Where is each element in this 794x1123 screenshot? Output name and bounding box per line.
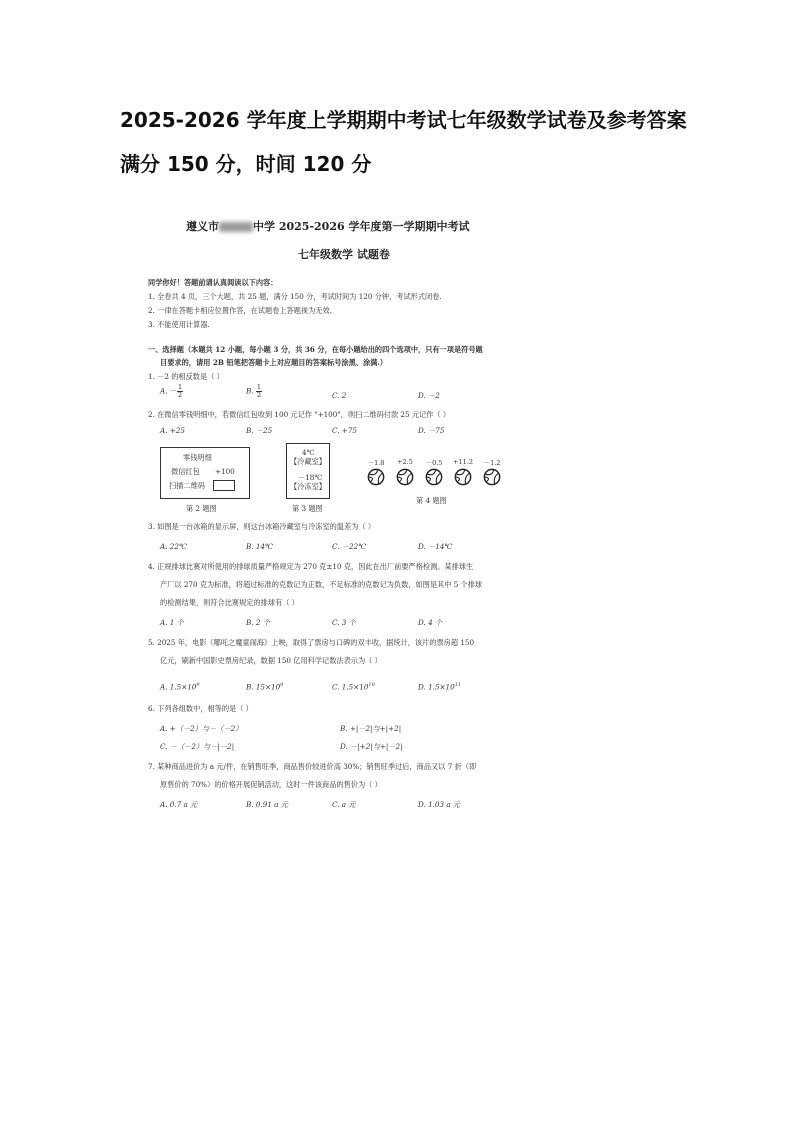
option-a: A. － $\frac{1}{2}$ (160, 383, 183, 399)
section-heading-cont: 目要求的，请用 2B 铅笔把答题卡上对应题目的答案标号涂黑、涂满.） (160, 358, 388, 367)
document-title: 2025-2026 学年度上学期期中考试七年级数学试卷及参考答案 满分 150 分，时间 120 分 (120, 108, 687, 176)
option-d: D. －75 (418, 426, 445, 435)
figure-3-caption: 第 3 题图 (292, 504, 323, 513)
scanned-exam-paper: 遵义市 中学 2025-2026 学年度第一学期期中考试 七年级数学 试题卷 同学你好！答题前请认真阅读以下内容： 1. 全卷共 4 页，三个大题，共 25 题，满分 150 分，考试时间为 120 分钟，考试形式闭卷. 2. 一律在答题卡相应位置作答，在试题卷上答题视为无效. 3. 不能使用计算器. 一、选择题（本题共 12 小题，每小题 3 分，共 36 分，在每小题给出的四个选项中，只有一项是符号题 目要求的，请用 2B 铅笔把答题卡上对应题目的答案标号涂黑、涂满.） 1. －2 的相反数是（ ） A. － $\frac{1}{2}$ B. $\frac{1}{2}$ C. 2 D. －2 2. 在微信零钱明细中，若微信红包收到 100 元记作 "+100"，则扫二维码付款 25 元记作（ ） A. +25 B. －25 C. +75 D. －75 零钱明细 微信红包 +100 扫描二维码 第 2 题图 4℃ 【冷藏室】 －18℃ 【冷冻室】 第 3 题图 －1.8 +2.5 －0.5 +11.2 －1.2 第 4 题图 3. 如图是一台冰箱的显示屏，则这台冰箱冷藏室与冷冻室的温差为（ ） A. 22℃ B. 14℃ C. －22℃ D. －14℃ 4. 正规排球比赛对所使用的排球质量严格规定为 270 克±10 克，因此在出厂前要严格检测。某排球生 产厂以 270 克为标准，将超过标准的克数记为正数，不足标准的克数记为负数，如图是其中 5 个排球 的检测结果，则符合比赛规定的排球有（ ） A. 1 个 B. 2 个 C. 3 个 D. 4 个 5. 2025 年，电影《哪吒之魔童闹海》上映，取得了票房与口碑的双丰收，据统计，该片的票房超 150 亿元，刷新中国影史票房纪录，数据 150 亿用科学记数法表示为（ ） A. $1.5\times 10^9$ B. $15\times 10^9$ C. $1.5\times 10^{10}$ D. $1.5\times 10^{11}$ 6. 下列各组数中，相等的是（ ） A. +（－2）与－（－2） B. +|－2|与+|+2| C. －（－2）与－|－2| D. －|+2|与+|－2| 7. 某种商品进价为 a 元/件，在销售旺季，商品售价较进价高 30%；销售旺季过后，商品又以 7 折（即 原售价的 70%）的价格开展促销活动，这时一件该商品的售价为（ ） A. 0.7 a 元 B. 0.91 a 元 C. a 元 D. 1.03 a 元 (148, 220, 501, 809)
volleyball-icon (396, 468, 414, 486)
option-b: B. $15\times 10^9$ (246, 682, 284, 692)
option-a: A. +（－2）与－（－2） (160, 724, 243, 733)
option-d: D. －14℃ (418, 542, 453, 551)
question-3: 3. 如图是一台冰箱的显示屏，则这台冰箱冷藏室与冷冻室的温差为（ ） (148, 522, 376, 531)
exam-header-line2: 七年级数学 试题卷 (298, 248, 390, 261)
notice-title: 同学你好！答题前请认真阅读以下内容： (148, 278, 278, 287)
option-d: D. 1.03 a 元 (418, 800, 461, 809)
header-prefix: 遵义市 (186, 220, 219, 233)
notice-item: 1. 全卷共 4 页，三个大题，共 25 题，满分 150 分，考试时间为 120 分钟，考试形式闭卷. (148, 292, 442, 301)
option-a: A. 1 个 (160, 618, 184, 627)
figure-3-fridge-display: 4℃ 【冷藏室】 －18℃ 【冷冻室】 (286, 443, 330, 499)
figure-2-wallet-box: 零钱明细 微信红包 +100 扫描二维码 (160, 447, 250, 499)
option-b: B. 0.91 a 元 (246, 800, 288, 809)
option-c: C. a 元 (332, 800, 356, 809)
fraction: $\frac{1}{2}$ (177, 383, 183, 399)
option-b: B. －25 (246, 426, 273, 435)
option-b: B. +|－2|与+|+2| (340, 724, 402, 733)
option-b: B. 14℃ (246, 542, 274, 551)
volleyball-icon (367, 468, 385, 486)
volleyball-icon (425, 468, 443, 486)
question-7-cont: 原售价的 70%）的价格开展促销活动，这时一件该商品的售价为（ ） (160, 780, 382, 789)
figure-2-caption: 第 2 题图 (186, 504, 217, 513)
volleyball-icon (483, 468, 501, 486)
notice-item: 2. 一律在答题卡相应位置作答，在试题卷上答题视为无效. (148, 306, 332, 315)
option-b: B. 2 个 (246, 618, 270, 627)
question-7: 7. 某种商品进价为 a 元/件，在销售旺季，商品售价较进价高 30%；销售旺季过后，商品又以 7 折（即 (148, 762, 477, 771)
fraction: $\frac{1}{2}$ (256, 383, 262, 399)
exam-header-line1 (186, 218, 469, 234)
option-c: C. 2 (332, 391, 347, 400)
figure-4-caption: 第 4 题图 (416, 496, 447, 505)
option-c: C. －22℃ (332, 542, 367, 551)
question-4-cont: 产厂以 270 克为标准，将超过标准的克数记为正数，不足标准的克数记为负数，如图是其中 5 个排球 (160, 580, 483, 589)
option-a: A. +25 (160, 426, 185, 435)
question-6: 6. 下列各组数中，相等的是（ ） (148, 704, 253, 713)
redaction-blur (219, 222, 253, 232)
question-5: 5. 2025 年，电影《哪吒之魔童闹海》上映，取得了票房与口碑的双丰收，据统计，该片的票房超 150 (148, 638, 475, 647)
option-c: C. +75 (332, 426, 357, 435)
volleyball-icon (454, 468, 472, 486)
header-suffix: 中学 2025-2026 学年度第一学期期中考试 (253, 220, 470, 233)
option-d: D. －2 (418, 391, 440, 400)
option-c: C. 3 个 (332, 618, 356, 627)
notice-item: 3. 不能使用计算器. (148, 320, 210, 329)
qr-input-box (213, 480, 235, 491)
option-a: A. 0.7 a 元 (160, 800, 198, 809)
question-1: 1. －2 的相反数是（ ） (148, 372, 224, 381)
question-4-cont: 的检测结果，则符合比赛规定的排球有（ ） (160, 598, 299, 607)
question-2: 2. 在微信零钱明细中，若微信红包收到 100 元记作 "+100"，则扫二维码付款 25 元记作（ ） (148, 410, 451, 419)
option-d: D. $1.5\times 10^{11}$ (418, 682, 462, 692)
question-4: 4. 正规排球比赛对所使用的排球质量严格规定为 270 克±10 克，因此在出厂前要严格检测。某排球生 (148, 562, 474, 571)
section-heading: 一、选择题（本题共 12 小题，每小题 3 分，共 36 分，在每小题给出的四个选项中，只有一项是符号题 (148, 345, 483, 354)
option-c: C. －（－2）与－|－2| (160, 742, 235, 751)
option-d: D. －|+2|与+|－2| (340, 742, 403, 751)
option-b: B. $\frac{1}{2}$ (246, 383, 262, 399)
question-5-cont: 亿元，刷新中国影史票房纪录，数据 150 亿用科学记数法表示为（ ） (160, 656, 382, 665)
option-a: A. $1.5\times 10^9$ (160, 682, 200, 692)
option-a: A. 22℃ (160, 542, 187, 551)
option-d: D. 4 个 (418, 618, 443, 627)
option-c: C. $1.5\times 10^{10}$ (332, 682, 375, 692)
